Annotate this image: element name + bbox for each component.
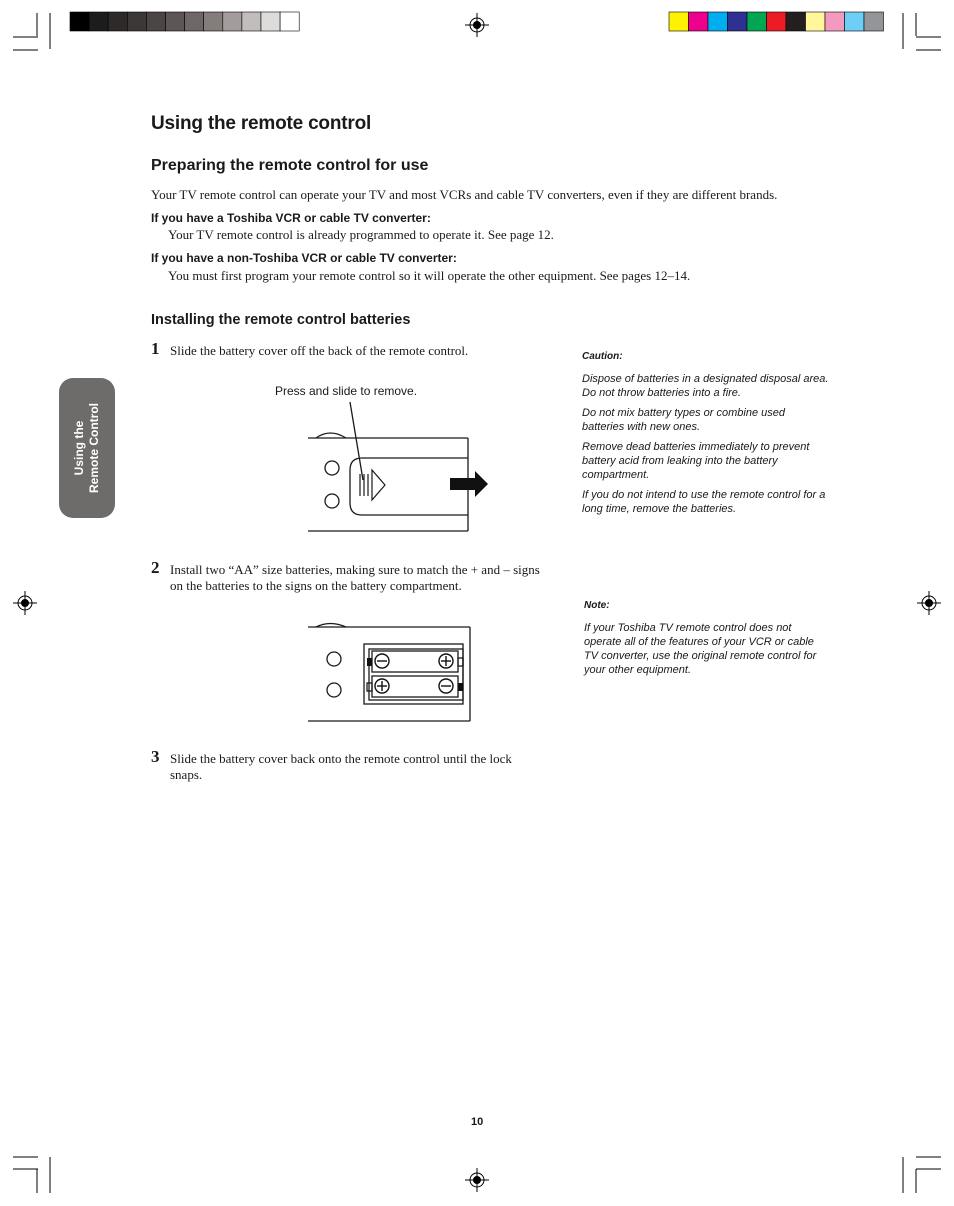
- registration-mark-icon: [13, 591, 37, 615]
- color-swatch: [747, 12, 767, 31]
- page-title: Using the remote control: [151, 113, 372, 134]
- color-swatch: [786, 12, 806, 31]
- caution-item: Do not mix battery types or combine used batteries with new ones.: [582, 407, 785, 433]
- case-heading-toshiba: If you have a Toshiba VCR or cable TV converter:: [151, 211, 431, 225]
- battery-minus-icon: [439, 679, 453, 693]
- step-3-text: Slide the battery cover back onto the remote control until the lock snaps.: [170, 751, 512, 782]
- gray-swatch: [204, 12, 223, 31]
- gray-swatch-bar: [70, 12, 299, 31]
- step-2-number: 2: [151, 558, 160, 577]
- caution-item: If you do not intend to use the remote control for a long time, remove the batteries.: [582, 489, 826, 515]
- battery-compartment-figure: [300, 618, 500, 728]
- intro-paragraph: Your TV remote control can operate your TV and most VCRs and cable TV converters, even if they are different brands.: [151, 187, 778, 202]
- color-swatch: [806, 12, 826, 31]
- note-label: Note:: [584, 600, 610, 611]
- page-number: 10: [471, 1116, 484, 1128]
- color-swatch: [689, 12, 709, 31]
- registration-mark-icon: [465, 13, 489, 37]
- case-heading-non-toshiba: If you have a non-Toshiba VCR or cable TV converter:: [151, 251, 457, 265]
- gray-swatch: [70, 12, 89, 31]
- color-swatch-bar: [669, 12, 884, 31]
- caution-item: Remove dead batteries immediately to prevent battery acid from leaking into the battery compartment.: [582, 441, 810, 481]
- gray-swatch: [185, 12, 204, 31]
- step-2-text: Install two “AA” size batteries, making sure to match the + and – signs on the batteries to the signs on the battery compartment.: [170, 562, 540, 593]
- note-box: [584, 599, 830, 683]
- gray-swatch: [280, 12, 299, 31]
- gray-swatch: [108, 12, 127, 31]
- gray-swatch: [223, 12, 242, 31]
- step-1-text: Slide the battery cover off the back of the remote control.: [170, 343, 469, 358]
- caution-item: Dispose of batteries in a designated disposal area. Do not throw batteries into a fire.: [582, 373, 829, 399]
- arrow-right-icon: [450, 471, 488, 497]
- note-text: If your Toshiba TV remote control does not operate all of the features of your VCR or cable TV converter, use the original remote control for your other equipment.: [584, 622, 817, 676]
- caution-label: Caution:: [582, 351, 623, 362]
- gray-swatch: [127, 12, 146, 31]
- battery-minus-icon: [375, 654, 389, 668]
- battery-plus-icon: [375, 679, 389, 693]
- caution-box: [582, 350, 830, 522]
- step-1-number: 1: [151, 339, 160, 358]
- registration-mark-icon: [917, 591, 941, 615]
- remote-back-cover-figure: [300, 398, 500, 538]
- color-swatch: [864, 12, 884, 31]
- section-tab-label: [72, 403, 102, 493]
- step-3-number: 3: [151, 747, 160, 766]
- color-swatch: [728, 12, 748, 31]
- gray-swatch: [242, 12, 261, 31]
- figure-1-label: Press and slide to remove.: [275, 384, 418, 398]
- case-text-non-toshiba: You must first program your remote control so it will operate the other equipment. See pages 12–14.: [168, 268, 691, 283]
- color-swatch: [825, 12, 845, 31]
- battery-plus-icon: [439, 654, 453, 668]
- case-text-toshiba: Your TV remote control is already programmed to operate it. See page 12.: [168, 227, 554, 242]
- section-title: Preparing the remote control for use: [151, 157, 429, 174]
- color-swatch: [767, 12, 787, 31]
- subsection-title: Installing the remote control batteries: [151, 312, 411, 328]
- color-swatch: [845, 12, 865, 31]
- section-tab-line-2: Remote Control: [87, 403, 101, 493]
- color-swatch: [708, 12, 728, 31]
- gray-swatch: [166, 12, 185, 31]
- gray-swatch: [261, 12, 280, 31]
- gray-swatch: [146, 12, 165, 31]
- color-swatch: [669, 12, 689, 31]
- registration-mark-icon: [465, 1168, 489, 1192]
- gray-swatch: [89, 12, 108, 31]
- section-tab-line-1: Using the: [72, 420, 86, 476]
